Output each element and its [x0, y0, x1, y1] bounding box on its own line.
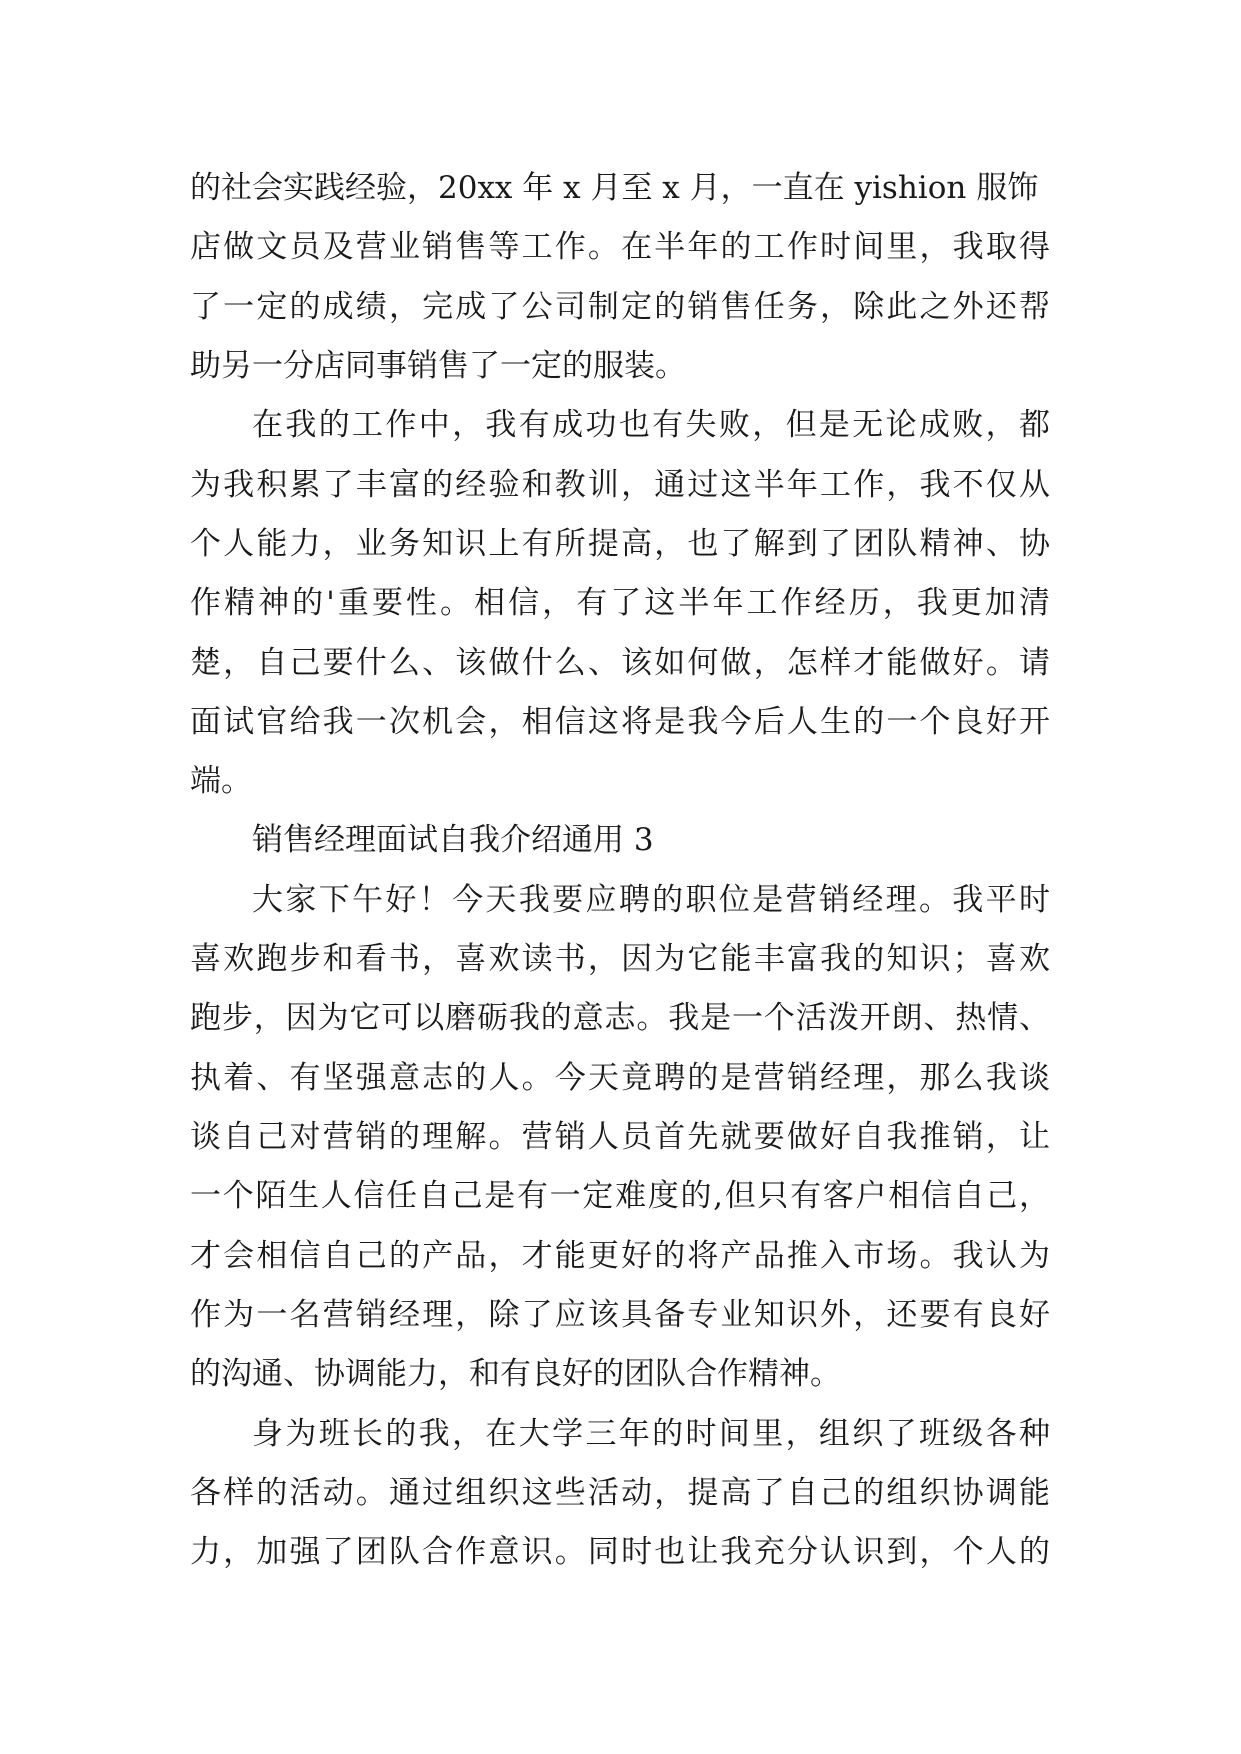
text-line: 楚，自己要什么、该做什么、该如何做，怎样才能做好。请 — [190, 645, 1050, 681]
text-line: 大家下午好！今天我要应聘的职位是营销经理。我平时 — [252, 882, 1050, 918]
text-line: 力，加强了团队合作意识。同时也让我充分认识到，个人的 — [190, 1534, 1050, 1570]
text-line: 谈自己对营销的理解。营销人员首先就要做好自我推销，让 — [190, 1119, 1050, 1155]
text-line: 了一定的成绩，完成了公司制定的销售任务，除此之外还帮 — [190, 289, 1050, 325]
text-line: 店做文员及营业销售等工作。在半年的工作时间里，我取得 — [190, 229, 1050, 265]
text-line: 执着、有坚强意志的人。今天竟聘的是营销经理，那么我谈 — [190, 1060, 1050, 1096]
text-line: 作精神的'重要性。相信，有了这半年工作经历，我更加清 — [190, 585, 1050, 621]
section-heading: 销售经理面试自我介绍通用 3 — [252, 822, 654, 858]
text-line: 各样的活动。通过组织这些活动，提高了自己的组织协调能 — [190, 1475, 1050, 1511]
text-line: 一个陌生人信任自己是有一定难度的,但只有客户相信自己， — [190, 1178, 1050, 1214]
text-line: 跑步，因为它可以磨砺我的意志。我是一个活泼开朗、热情、 — [190, 1000, 1050, 1036]
text-line: 端。 — [190, 763, 252, 799]
text-line: 才会相信自己的产品，才能更好的将产品推入市场。我认为 — [190, 1238, 1050, 1274]
text-line: 身为班长的我，在大学三年的时间里，组织了班级各种 — [252, 1416, 1050, 1452]
text-line: 面试官给我一次机会，相信这将是我今后人生的一个良好开 — [190, 704, 1050, 740]
text-line: 在我的工作中，我有成功也有失败，但是无论成败，都 — [252, 407, 1050, 443]
text-line: 的沟通、协调能力，和有良好的团队合作精神。 — [190, 1356, 841, 1392]
text-line: 个人能力，业务知识上有所提高，也了解到了团队精神、协 — [190, 526, 1050, 562]
text-line: 作为一名营销经理，除了应该具备专业知识外，还要有良好 — [190, 1297, 1050, 1333]
text-line: 喜欢跑步和看书，喜欢读书，因为它能丰富我的知识；喜欢 — [190, 941, 1050, 977]
text-line: 的社会实践经验，20xx 年 x 月至 x 月，一直在 yishion 服饰 — [190, 170, 1039, 206]
text-line: 助另一分店同事销售了一定的服装。 — [190, 348, 686, 384]
text-line: 为我积累了丰富的经验和教训，通过这半年工作，我不仅从 — [190, 467, 1050, 503]
